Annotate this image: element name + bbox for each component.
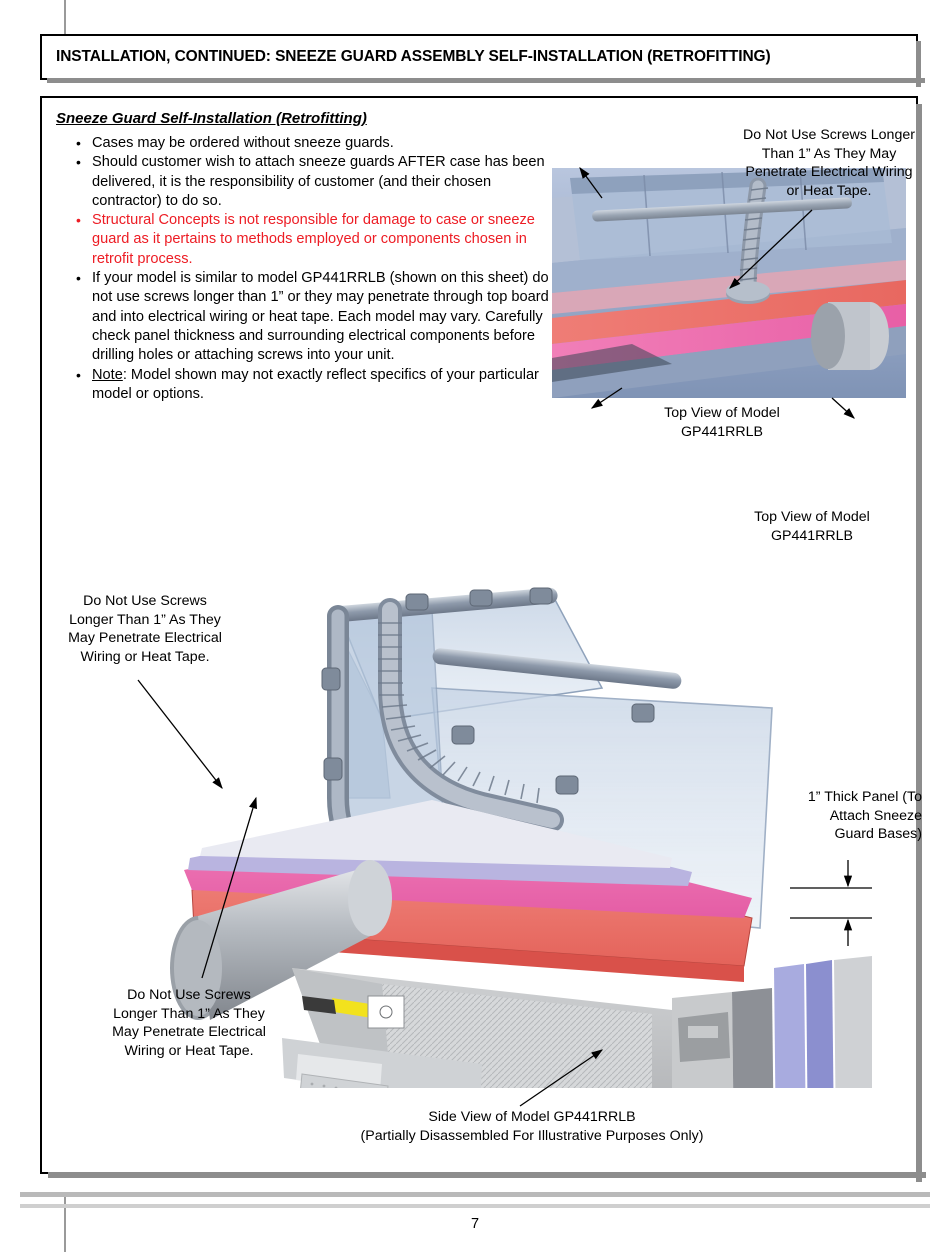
header-shadow-bottom	[47, 78, 925, 83]
list-item: • Cases may be ordered without sneeze guards.	[92, 134, 560, 153]
list-item-warning: • Structural Concepts is not responsible for damage to case or sneeze guard as it pertains to methods employed or components chosen in retrofit process.	[92, 211, 560, 269]
annotation-top-caption: Top View of Model GP441RRLB	[664, 405, 780, 440]
page-number: 7	[470, 1216, 480, 1232]
annotation-bottom-caption-line1: Side View of Model GP441RRLB	[428, 1109, 636, 1125]
annotation-panel-thickness: 1” Thick Panel (To Attach Sneeze Guard Bases)	[807, 789, 922, 842]
footer-rule-upper	[20, 1192, 930, 1197]
annotation-top-right-warning: Do Not Use Screws Longer Than 1” As They May Penetrate Electrical Wiring or Heat Tape.	[743, 127, 915, 199]
annotation-lower-left-warning: Do Not Use Screws Longer Than 1” As They May Penetrate Electrical Wiring or Heat Tape.	[112, 987, 266, 1059]
annotation-bottom-caption-line2: (Partially Disassembled For Illustrative Purposes Only)	[360, 1128, 704, 1144]
instruction-list	[70, 134, 560, 404]
content-shadow-bottom	[48, 1172, 926, 1178]
registration-mark-top	[64, 0, 66, 36]
note-label: Note	[92, 366, 123, 383]
footer-rule-lower	[20, 1204, 930, 1208]
page-title: INSTALLATION, CONTINUED: SNEEZE GUARD ASSEMBLY SELF-INSTALLATION (RETROFITTING)	[56, 48, 771, 65]
content-shadow-right	[916, 104, 922, 1182]
list-item: • Note: Model shown may not exactly reflect specifics of your particular model or options.	[92, 366, 560, 405]
annotation-left-warning: Do Not Use Screws Longer Than 1” As They May Penetrate Electrical Wiring or Heat Tape.	[68, 593, 222, 665]
annotation-mid-caption: Top View of Model GP441RRLB	[754, 509, 870, 544]
content-panel	[40, 96, 922, 1174]
top-view-svg	[552, 168, 906, 398]
top-view-illustration	[552, 168, 906, 398]
list-item: • If your model is similar to model GP441RRLB (shown on this sheet) do not use screws longer than 1” or they may penetrate through top board and into electrical wiring or heat tape. Each model may vary. Carefully check panel thickness and surrounding electrical components before drilling holes or attaching screws into your unit.	[92, 269, 560, 365]
section-heading: Sneeze Guard Self-Installation (Retrofitting)	[56, 110, 367, 127]
list-item: • Should customer wish to attach sneeze guards AFTER case has been delivered, it is the responsibility of customer (and their chosen contractor) to do so.	[92, 153, 560, 211]
page-header	[40, 34, 918, 80]
